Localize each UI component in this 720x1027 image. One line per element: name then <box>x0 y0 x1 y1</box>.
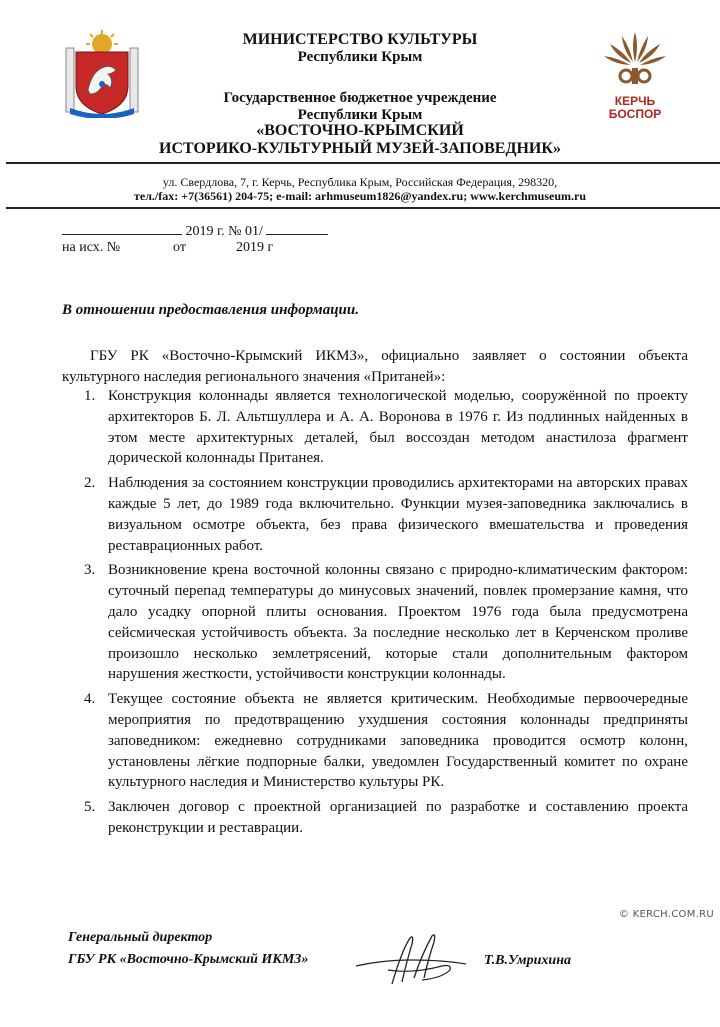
list-item <box>84 386 688 469</box>
signatory-position: Генеральный директор <box>68 930 213 945</box>
outgoing-number-blank <box>266 222 328 235</box>
ministry-subtitle: Республики Крым <box>297 49 423 65</box>
address-line: ул. Свердлова, 7, г. Керчь, Республика Крым, Российская Федерация, 298320, <box>162 175 558 189</box>
site-watermark: © KERCH.COM.RU <box>618 909 714 920</box>
list-item-number: 4. <box>84 691 96 708</box>
list-item-text: Заключен договор с проектной организацией по разработке и составлению проекта реконструкции и реставрации. <box>108 799 688 836</box>
contacts-line: тел./fax: +7(36561) 204-75; e-mail: arhmuseum1826@yandex.ru; www.kerchmuseum.ru <box>133 189 587 203</box>
ministry-title: МИНИСТЕРСТВО КУЛЬТУРЫ <box>242 31 478 48</box>
signatory-name: Т.В.Умрихина <box>484 953 571 968</box>
list-item <box>84 473 688 556</box>
outgoing-ref-text: 2019 г. № 01/ <box>185 224 263 239</box>
kerch-logo-text-line1: КЕРЧЬ <box>614 94 656 108</box>
list-item-text: Текущее состояние объекта не является критическим. Необходимые первоочередные мероприятия по предотвращению ухудшения состояния колоннады предприняты заповедником: ежедневно сотрудниками заповедника проводится осмотр колонн, установлены лёгкие подпорные балки, уведомлен Государственный комитет по охране культурного наследия и Министерство культуры РК. <box>108 691 688 791</box>
list-item-number: 3. <box>84 562 96 579</box>
list-item <box>84 560 688 685</box>
kerch-logo-text-line2: БОСПОР <box>608 107 662 121</box>
list-item-number: 2. <box>84 475 96 492</box>
institution-name-line2: ИСТОРИКО-КУЛЬТУРНЫЙ МУЗЕЙ-ЗАПОВЕДНИК» <box>159 140 561 157</box>
list-item-text: Наблюдения за состоянием конструкции проводились архитекторами на авторских правах каждые 5 лет, до 1989 года включительно. Функции музея-заповедника заключались в визуальном осмотре объекта, без права физического вмешательства и проведения реставрационных работ. <box>108 475 688 554</box>
institution-region: Республики Крым <box>297 107 423 123</box>
list-item-text: Возникновение крена восточной колонны связано с природно-климатическим фактором: суточный перепад температуры до минусовых значений, повлек промерзание камня, что дало усадку опорной плиты основания. Проектом 1976 года была предусмотрена сейсмическая устойчивость объекта. За последние несколько лет в Керченском проливе произошло несколько землетрясений, которые стали дополнительным фактором нарушения жесткости, устойчивости конструкции колоннады. <box>108 562 688 683</box>
outgoing-ref-line <box>62 222 328 240</box>
letter-subject: В отношении предоставления информации. <box>62 302 359 318</box>
header-divider-top <box>6 162 720 164</box>
institution-name-line1: «ВОСТОЧНО-КРЫМСКИЙ <box>256 122 464 139</box>
list-item-number: 5. <box>84 799 96 816</box>
institution-type: Государственное бюджетное учреждение <box>223 90 497 106</box>
list-item-text: Конструкция колоннады является технологической моделью, сооружённой по проекту архитекторов Б. Л. Альтшуллера и А. А. Воронова в 1976 г. Из подлинных найденных в этом месте архитектурных деталей, был воссоздан методом анастилоза фрагмент дорической колоннады Пританея. <box>108 388 688 467</box>
header-divider-bottom <box>6 207 720 209</box>
intro-paragraph: ГБУ РК «Восточно-Крымский ИКМЗ», официально заявляет о состоянии объекта культурного наследия регионального значения «Пританей»: <box>62 348 688 385</box>
incoming-ref-from: от <box>173 240 186 255</box>
statement-list <box>84 386 688 843</box>
list-item-number: 1. <box>84 388 96 404</box>
list-item <box>84 797 688 839</box>
list-item <box>84 689 688 793</box>
incoming-ref-label: на исх. № <box>62 240 121 255</box>
signatory-organization: ГБУ РК «Восточно-Крымский ИКМЗ» <box>68 952 309 967</box>
handwritten-signature <box>352 930 470 990</box>
incoming-ref-year: 2019 г <box>236 240 274 255</box>
outgoing-date-blank <box>62 222 182 235</box>
